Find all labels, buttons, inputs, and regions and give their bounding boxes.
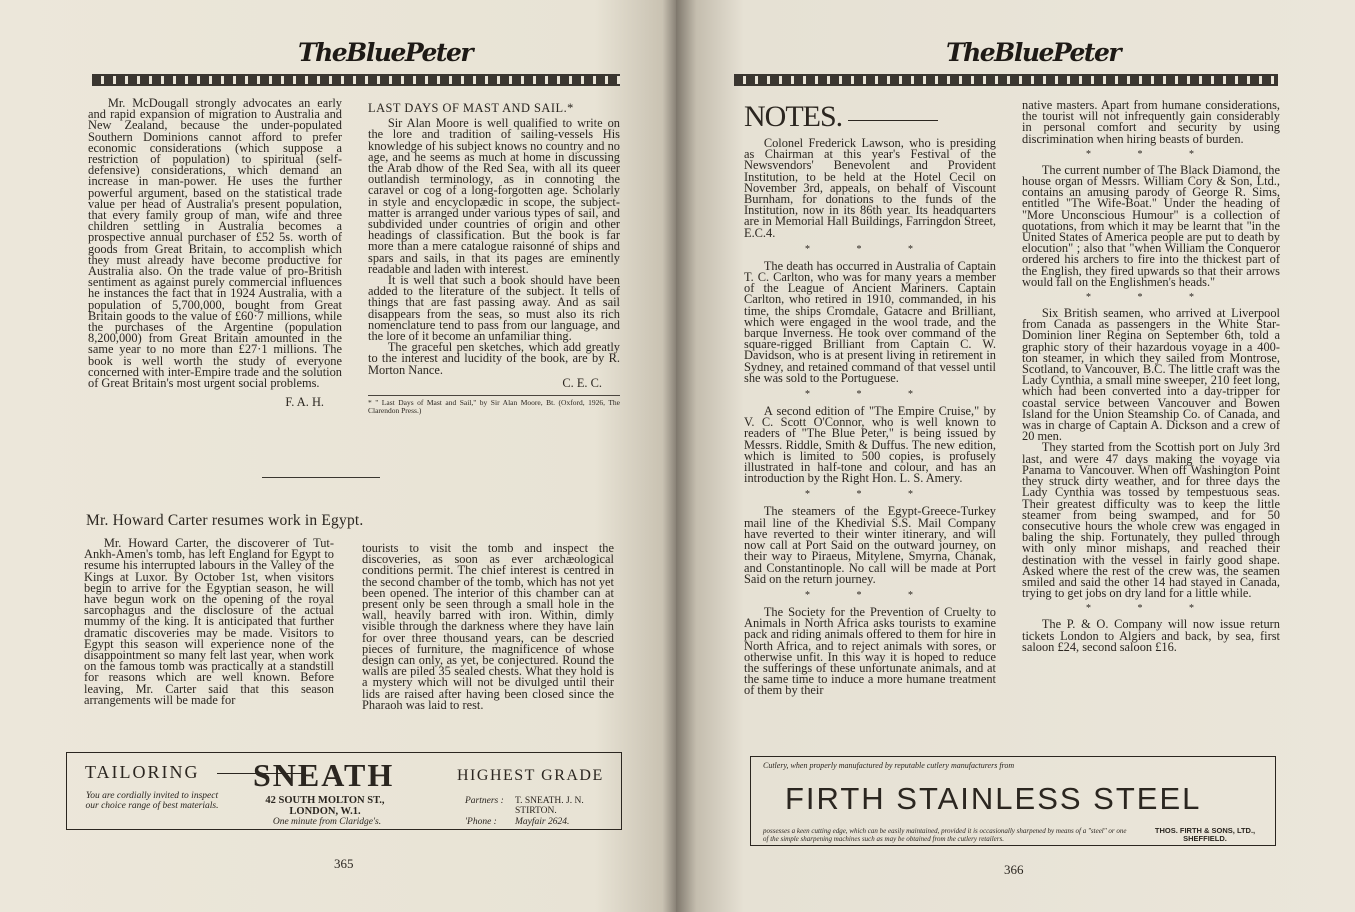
firth-advertisement <box>750 756 1276 846</box>
paragraph: The graceful pen sketches, which add greatly to the interest and lucidity of the book, are by R. Morton Nance. <box>368 340 620 377</box>
paragraph: native masters. Apart from humane considerations, the tourist will not infrequently gain considerably in personal comfort and security by using discrimination when hiring beasts of burden. <box>1022 98 1280 146</box>
ad-brand: FIRTH STAINLESS STEEL <box>785 781 1202 816</box>
paragraph: Six British seamen, who arrived at Liverpool from Canada as passengers in the White Star-Dominion liner Regina on September 6th, told a graphic story of their hazardous voyage in a 400-ton steamer, in which they sailed from Montrose, Scotland, to Vancouver, B.C. The little craft was the Lady Cynthia, a small mine sweeper, 210 feet long, which had been converted into a day-tripper for coastal service between Vancouver and Bowen Island for the Union Steamship Co. of Canada, and was in charge of Captain A. Dickson and a crew of 20 men. <box>1022 306 1280 444</box>
paragraph: A second edition of "The Empire Cruise," by V. C. Scott O'Connor, who is well known to readers of "The Blue Peter," is being issued by Messrs. Riddle, Smith & Duffus. The new edition, which is limited to 500 copies, is profusely illustrated in half-tone and colour, and has an introduction by the Right Hon. L. S. Amery. <box>744 404 996 486</box>
ad-phone: Mayfair 2624. <box>515 817 570 827</box>
ad-address: 42 SOUTH MOLTON ST., LONDON, W.1. <box>265 795 385 817</box>
masthead-logo: TheBluePeter <box>946 38 1121 67</box>
separator-stars: * * * <box>805 389 935 401</box>
paragraph: Mr. McDougall strongly advocates an early and rapid expansion of migration to Australia and New Zealand, because the under-populated Southern Dominions cannot afford to prefer economic considerations (which suppose a restriction of population) to spiritual (self-defensive) considerations, which demand an increase in man-power. He uses the further powerful argument, based on the statistical trade value per head of Australia's present population, that every family group of man, wife and three children settling in Australia becomes a prospective annual purchaser of £52 5s. worth of goods from Great Britain, to accomplish which they must already have become productive for Australia also. On the trade value of pro-British sentiment as against purely commercial influences he instances the fact that in 1924 Australia, with a population of 5,700,000, bought from Great Britain goods to the value of £60·7 millions, while the purchases of the Argentine (population 8,200,000) from Great Britain amounted in the same year to no more than £27·1 millions. The book is well worth the study of everyone concerned with inter-Empire trade and the solution of Great Britain's most urgent social problems. <box>88 96 342 391</box>
signature: C. E. C. <box>562 375 602 390</box>
ad-bottom-line: possesses a keen cutting edge, which can be easily maintained, provided it is occasionally sharpened by means of a "steel" or one of the simple sharpening machines such as may be obtained from the cutlery retailers. <box>763 827 1127 843</box>
paragraph: The steamers of the Egypt-Greece-Turkey mail line of the Khedivial S.S. Mail Company have reverted to their winter itinerary, and will now call at Port Said on the outward journey, on their way to Piraeus, Mitylene, Smyrna, Chanak, and Constantinople. No call will be made at Port Said on the return journey. <box>744 504 996 586</box>
separator-stars: * * * <box>1086 148 1216 160</box>
ad-tailoring: TAILORING <box>85 762 200 782</box>
footnote: * " Last Days of Mast and Sail," by Sir Alan Moore, Bt. (Oxford, 1926, The Clarendon Press.) <box>368 395 620 415</box>
review-heading: LAST DAYS OF MAST AND SAIL.* <box>368 101 574 115</box>
paragraph: The current number of The Black Diamond, the house organ of Messrs. William Cory & Son, Ltd., contains an amusing parody of George R. Sims, entitled "The Wife-Boat." Under the heading of "More Unconscious Humour" is a collection of quotations, from which it may be learnt that "in the United States of America people are put to death by elocution" ; also that "when William the Conqueror ordered his archers to fire into the thickest part of the English, they fired upwards so that their arrows would fall on the Englishmen's heads." <box>1022 162 1280 289</box>
mcdougall-review <box>88 98 342 408</box>
separator-stars: * * * <box>805 589 935 601</box>
sneath-advertisement <box>66 752 622 830</box>
carter-heading: Mr. Howard Carter resumes work in Egypt. <box>86 512 364 529</box>
notes-title-rule <box>848 120 938 121</box>
notes-col-2 <box>1022 100 1280 653</box>
right-page <box>676 0 1355 912</box>
ad-brand: SNEATH <box>253 757 395 793</box>
paragraph: The P. & O. Company will now issue return tickets London to Algiers and back, by sea, first saloon £24, second saloon £16. <box>1022 617 1280 654</box>
masthead-logo: TheBluePeter <box>298 38 473 67</box>
page-number: 366 <box>1004 862 1024 877</box>
mast-and-sail-review <box>368 103 620 415</box>
separator-stars: * * * <box>1086 292 1216 304</box>
signature: F. A. H. <box>285 395 324 410</box>
masthead-rule <box>734 74 1278 86</box>
notes-title: NOTES. <box>744 100 843 133</box>
carter-col-1 <box>84 538 334 706</box>
page-number: 365 <box>334 856 354 871</box>
ad-near: One minute from Claridge's. <box>272 817 382 827</box>
notes-col-1 <box>744 138 996 697</box>
paragraph: It is well that such a book should have been added to the literature of the subject. It tells of things that are fast passing away. And as sail disappears from the seas, so must also its rich nomenclature tend to pass from our language, and the lore of it become an unfamiliar thing. <box>368 273 620 344</box>
left-page <box>0 0 676 912</box>
carter-col-2 <box>362 543 614 711</box>
ad-top-line: Cutlery, when properly manufactured by reputable cutlery manufacturers from <box>763 761 1015 770</box>
ad-partners-label: Partners : <box>465 796 504 806</box>
paragraph: Sir Alan Moore is well qualified to write on the lore and tradition of sailing-vessels His knowledge of his subject knows no country and no age, and he seems as much at home in discussing the Arab dhow of the Red Sea, with all its queer outlandish terminology, as in connoting the caravel or cog of a long-forgotten age. Scholarly in style and encyclopædic in scope, the subject-matter is arranged under various types of sail, and subdivided under countries of origin and other headings of classification. But the book is far more than a mere catalogue raisonné of ships and spars and sails, in that its pages are eminently readable and laden with interest. <box>368 116 620 276</box>
ad-partners: T. SNEATH. J. N. STIRTON. <box>515 796 584 816</box>
separator-stars: * * * <box>805 489 935 501</box>
separator-stars: * * * <box>1086 603 1216 615</box>
paragraph: They started from the Scottish port on July 3rd last, and were 47 days making the voyage via Panama to Vancouver. When off Washington Point they struck dirty weather, and for three days the Lady Cynthia was tossed by tempestuous seas. Their greatest difficulty was to keep the little steamer from being swamped, and for 50 consecutive hours the whole crew was engaged in baling the ship. Fortunately, they pulled through with only minor mishaps, and reached their destination with the vessel in fairly good shape. Asked where the rest of the crew was, the seamen smiled and said the other 14 had stayed in Canada, trying to get jobs on dry land for a little while. <box>1022 440 1280 601</box>
separator-stars: * * * <box>805 243 935 255</box>
masthead-rule <box>92 74 620 86</box>
section-divider <box>262 477 380 478</box>
paragraph: Colonel Frederick Lawson, who is presiding as Chairman at this year's Festival of the Newsvendors' Benevolent and Provident Institution, to be held at the Hotel Cecil on November 3rd, appeals, on behalf of Viscount Burnham, for donations to the funds of the Institution, now in its 86th year. Its headquarters are in Memorial Hall Buildings, Farringdon Street, E.C.4. <box>744 136 996 240</box>
ad-invite: You are cordially invited to inspect our choice range of best materials. <box>85 791 219 811</box>
paragraph: tourists to visit the tomb and inspect the discoveries, as soon as ever archæological conditions permit. The chief interest is centred in the second chamber of the tomb, which has not yet been opened. The interior of this chamber can at present only be seen through a small hole in the wall, heavily barred with iron. Within, dimly visible through the darkness where they have lain for over three thousand years, can be descried pieces of furniture, the magnificence of whose design can only, as yet, be conjectured. Round the walls are piled 35 sealed chests. What they hold is a mystery which will not be divulged until their lids are raised after having been closed since the Pharaoh was laid to rest. <box>362 541 614 712</box>
ad-phone-label: 'Phone : <box>465 817 497 827</box>
paragraph: Mr. Howard Carter, the discoverer of Tut-Ankh-Amen's tomb, has left England for Egypt to resume his interrupted labours in the Valley of the Kings at Luxor. By October 1st, when visitors begin to arrive for the Egyptian season, he will have begun work on the opening of the royal sarcophagus and the disclosure of the actual mummy of the king. It is anticipated that further dramatic discoveries may be made. Visitors to Egypt this season will experience none of the disappointment so many felt last year, when work on the famous tomb was practically at a standstill for reasons which are well known. Before leaving, Mr. Carter said that this season arrangements will be made for <box>84 536 334 707</box>
paragraph: The death has occurred in Australia of Captain T. C. Carlton, who was for many years a member of the League of Ancient Mariners. Captain Carlton, who retired in 1910, commanded, in his time, the ships Cromdale, Gatacre and Brilliant, which were engaged in the wool trade, and the barque Inverness. He took over command of the square-rigged Brilliant from Captain C. W. Davidson, who is at present living in retirement in Sydney, and retained command of that vessel until she was sold to the Portuguese. <box>744 258 996 385</box>
ad-maker: THOS. FIRTH & SONS, LTD., SHEFFIELD. <box>1154 826 1256 843</box>
ad-grade: HIGHEST GRADE <box>457 767 604 784</box>
paragraph: The Society for the Prevention of Cruelty to Animals in North Africa asks tourists to examine pack and riding animals offered to them for hire in North Africa, and to reject animals with sores, or otherwise unfit. In this way it is hoped to reduce the sufferings of these unfortunate animals, and at the same time to induce a more humane treatment of them by their <box>744 604 996 698</box>
